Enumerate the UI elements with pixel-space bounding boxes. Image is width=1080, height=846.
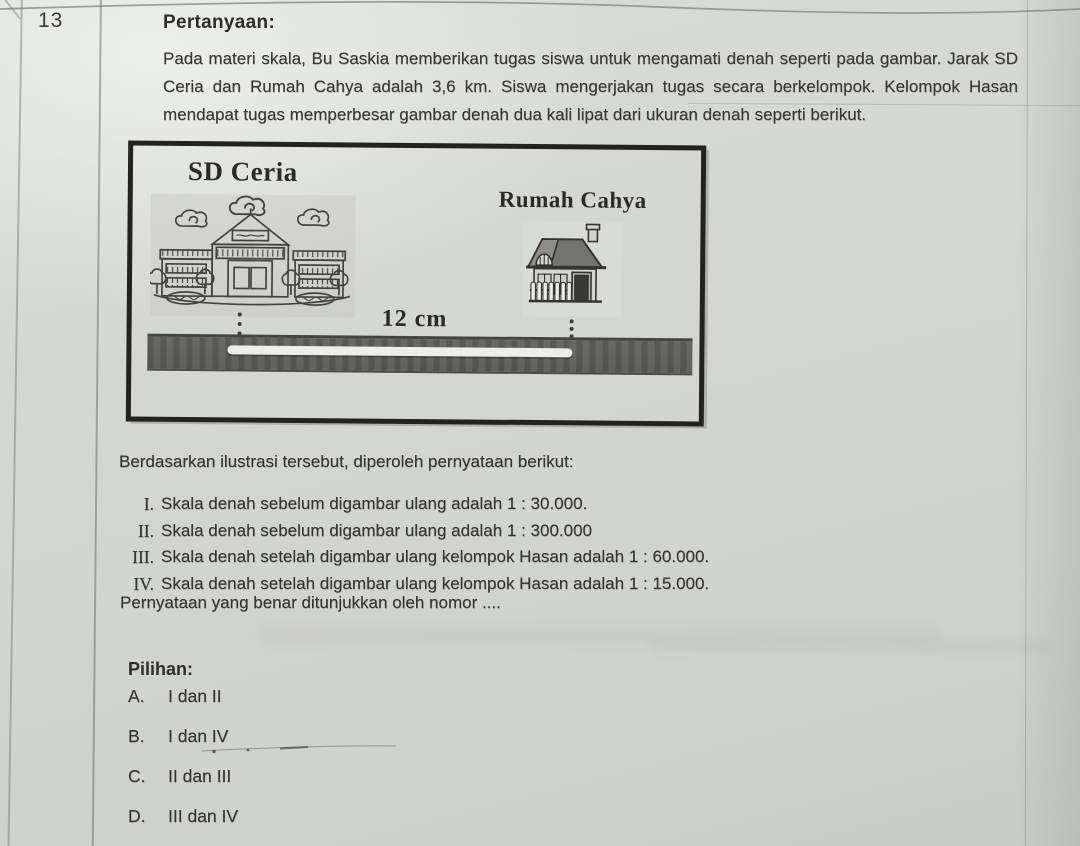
choice-letter: A. — [128, 686, 145, 706]
statement-text: Skala denah sebelum digambar ulang adalah 1 : 300.000 — [161, 520, 592, 540]
choice-option-a — [128, 686, 238, 726]
table-rule-right — [1025, 0, 1029, 846]
choice-text: I dan IV — [168, 726, 229, 746]
question-number: 13 — [38, 9, 64, 32]
house-label: Rumah Cahya — [498, 186, 647, 214]
statements-list — [118, 491, 709, 597]
statement-text: Skala denah sebelum digambar ulang adalah 1 : 30.000. — [161, 494, 588, 513]
school-label: SD Ceria — [187, 156, 298, 187]
statement-numeral: I. — [143, 494, 154, 514]
question-paragraph: Pada materi skala, Bu Saskia memberikan tugas siswa untuk mengamati denah seperti pada gambar. Jarak SD Ceria dan Rumah Cahya adalah 3,6 km. Siswa mengerjakan tugas secara berkelompok. Kelompok Hasan mendapat tugas memperbesar gambar denah dua kali lipat dari ukuran denah seperti berikut. — [163, 49, 1018, 124]
table-rule-left-outer — [7, 0, 23, 846]
statement-numeral: II. — [137, 520, 154, 541]
distance-dotted-line-school — [238, 312, 242, 335]
school-building-icon — [150, 194, 356, 318]
choice-option-c — [128, 766, 238, 806]
distance-label: 12 cm — [381, 305, 448, 333]
choice-letter: D. — [128, 806, 146, 826]
choice-letter: C. — [128, 766, 146, 786]
choices-label: Pilihan: — [128, 659, 194, 679]
choice-text: II dan III — [168, 766, 232, 786]
question-section-label: Pertanyaan: — [163, 12, 276, 33]
page-top-edge-line — [0, 0, 1080, 26]
road-measure-stripe — [227, 345, 572, 357]
house-icon — [522, 221, 623, 318]
statement-numeral: III. — [132, 547, 154, 568]
statement-item — [118, 518, 709, 545]
table-rule-left-inner — [91, 0, 101, 846]
choice-option-d — [128, 806, 238, 846]
statements-intro: Berdasarkan ilustrasi tersebut, diperoleh pernyataan berikut: — [119, 452, 574, 471]
choice-letter: B. — [128, 726, 145, 746]
statement-text: Skala denah setelah digambar ulang kelompok Hasan adalah 1 : 15.000. — [161, 573, 710, 593]
scan-smudge — [650, 640, 1050, 652]
choice-text: I dan II — [168, 686, 222, 706]
statement-item — [118, 544, 709, 571]
statement-text: Skala denah setelah digambar ulang kelompok Hasan adalah 1 : 60.000. — [161, 547, 710, 567]
statement-numeral: IV. — [133, 573, 154, 594]
statement-item — [118, 491, 709, 518]
choice-text: III dan IV — [168, 806, 239, 826]
question-prompt: Pernyataan yang benar ditunjukkan oleh nomor .... — [120, 593, 501, 612]
choices-list — [128, 686, 238, 846]
pencil-mark — [200, 742, 400, 754]
distance-dotted-line-house — [570, 319, 574, 338]
road-bar — [147, 334, 692, 376]
map-figure-box — [126, 140, 706, 426]
